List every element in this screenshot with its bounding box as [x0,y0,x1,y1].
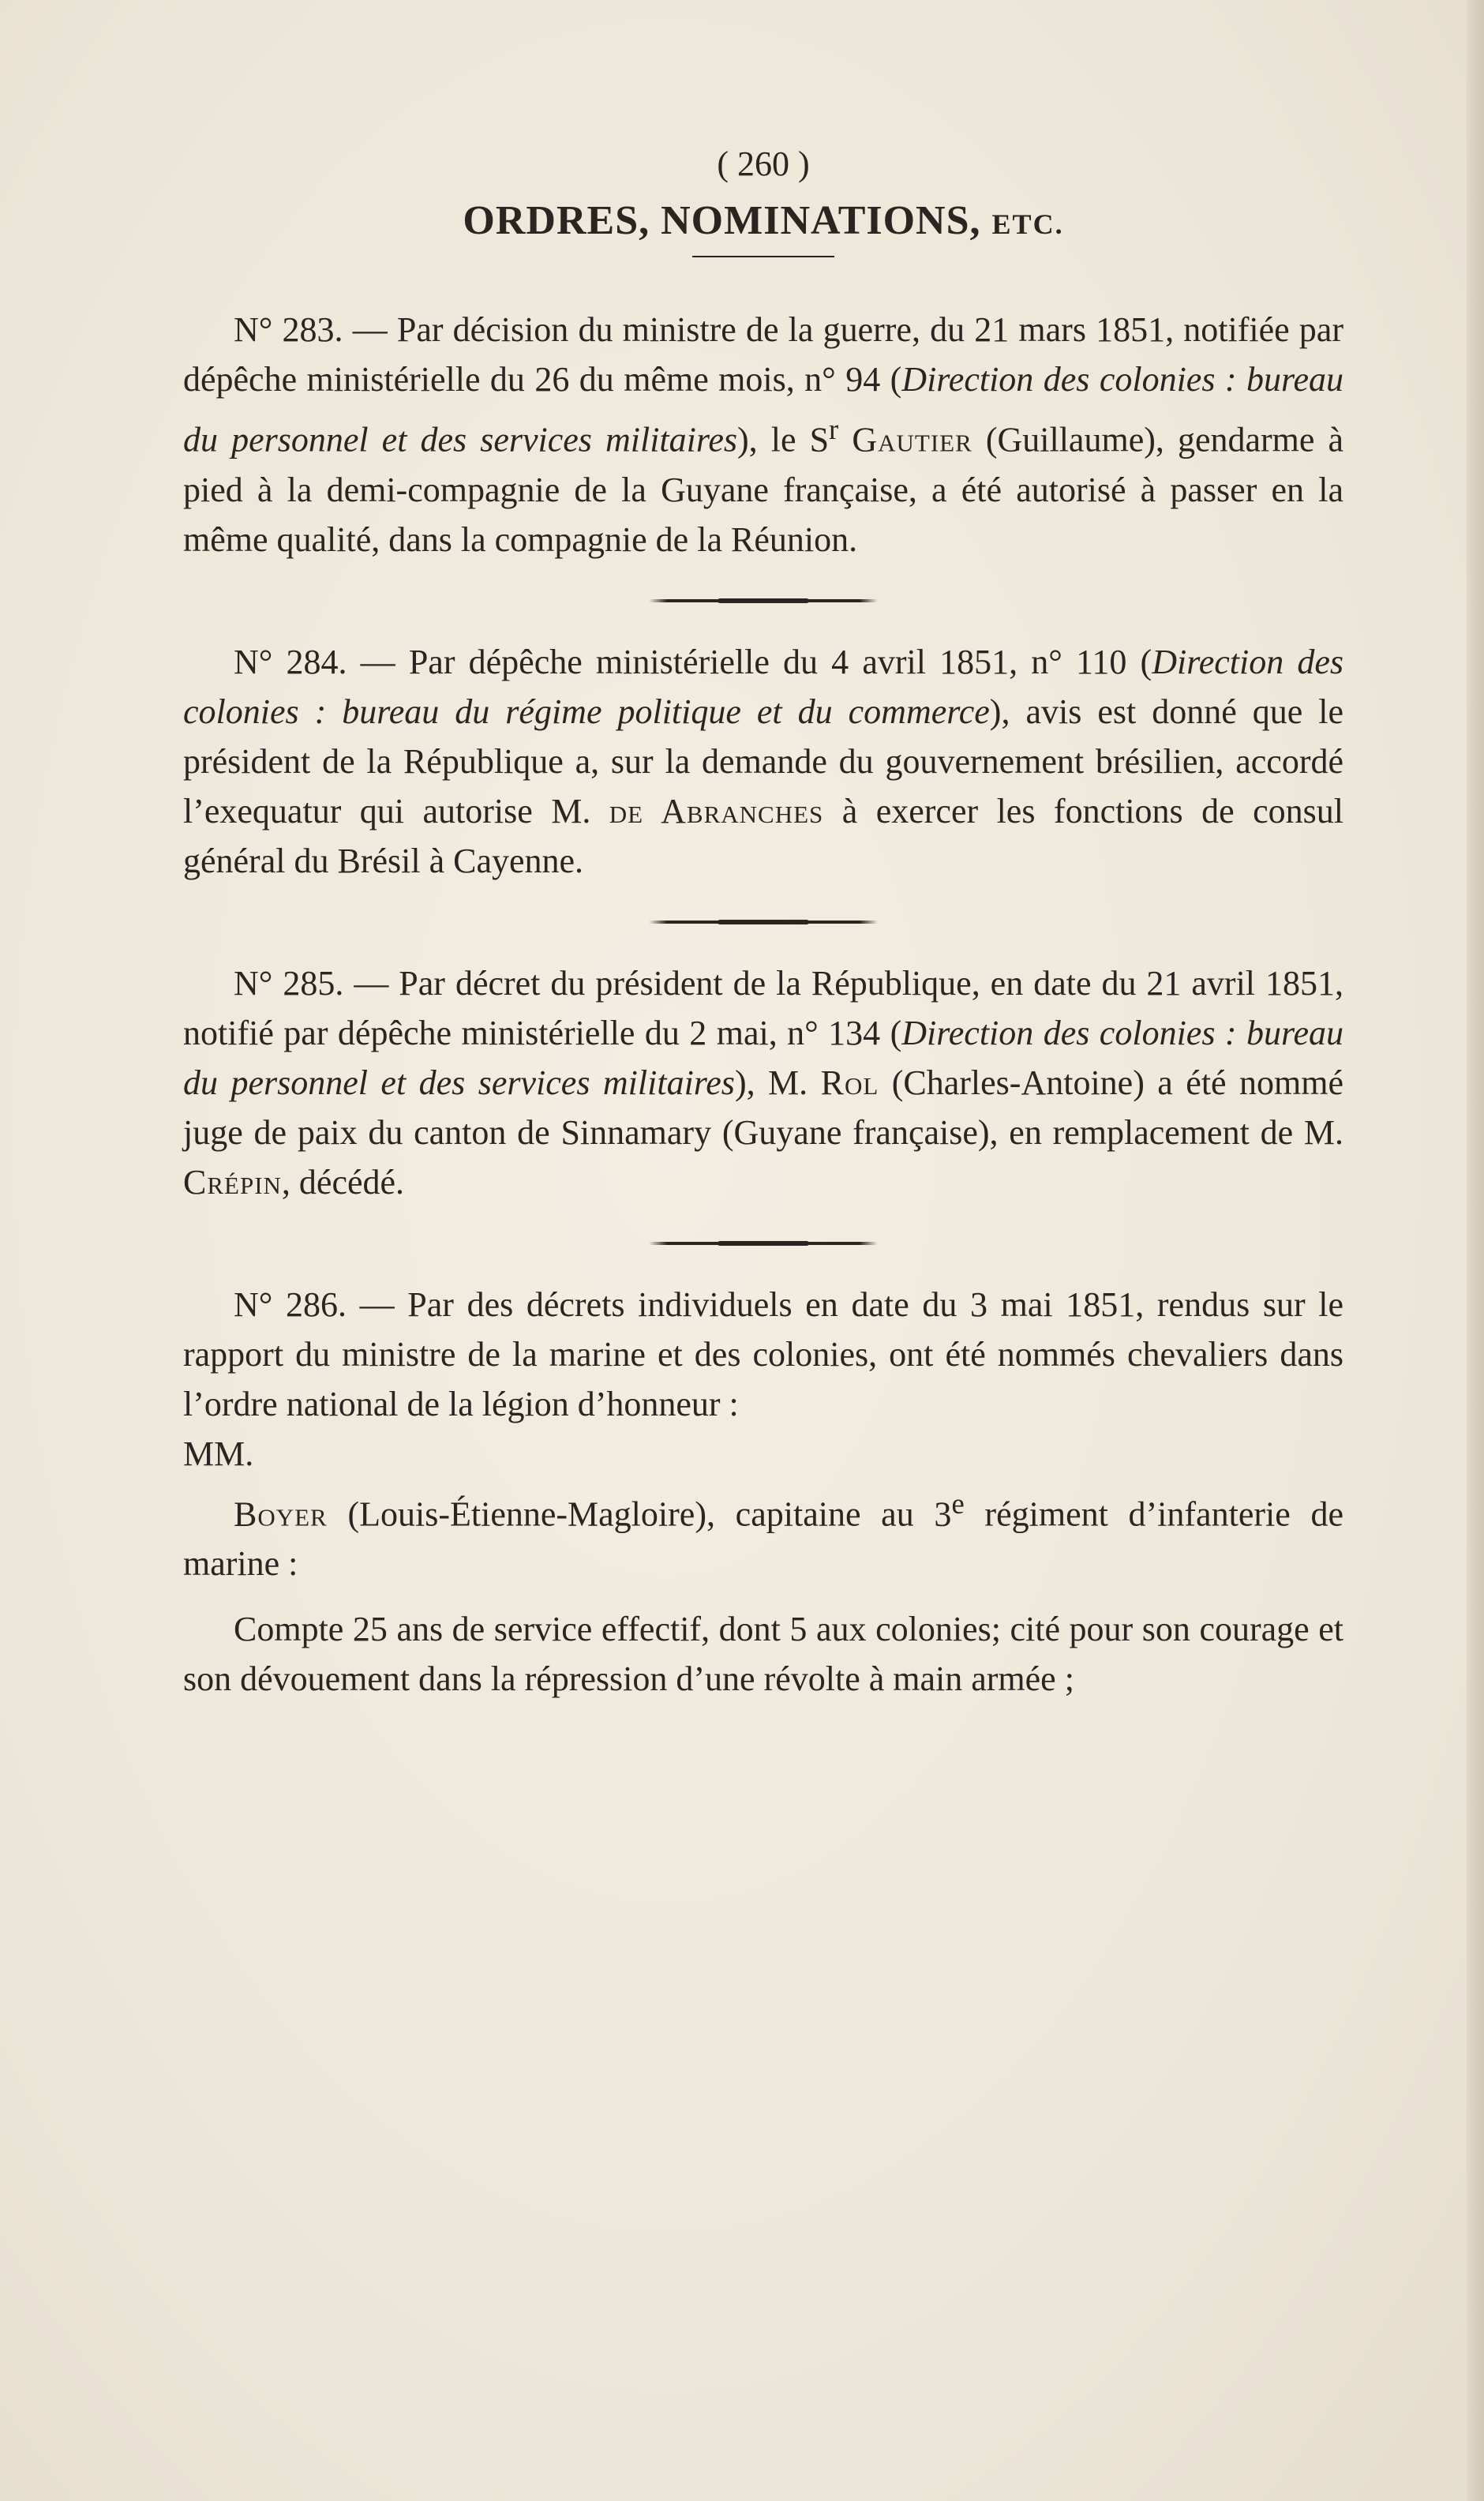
entry-citation: Compte 25 ans de service effectif, dont 5 aux colonies; cité pour son courage et son dévouement dans la répression d’une révolte à main armée ; [183,1610,1343,1699]
entry-number: N° 286. [234,1284,347,1324]
entry-text: — Par des décrets individuels en date du 3 mai 1851, rendus sur le rapport du ministre de la marine et des colonies, ont été nommés chevaliers dans l’ordre national de la légion d’honneur : [183,1284,1343,1423]
page-number: ( 260 ) [717,144,810,183]
entry-text: ), le S [737,420,830,459]
entry-285 [183,958,1343,1207]
entry-direction: Direction des colonies : bureau du personnel et des services militaires [183,1013,1343,1102]
entry-direction: Direction des colonies : bureau du régime politique et du commerce [183,642,1344,731]
entry-text: — Par décision du ministre de la guerre, du 21 mars 1851, notifiée par dépêche ministérielle du 26 du même mois, n° 94 ( [183,310,1343,399]
entry-direction: Direction des colonies : bureau du personnel et des services militaires [183,360,1343,459]
entry-text: — Par décret du président de la République, en date du 21 avril 1851, notifié par dépêche ministérielle du 2 mai, n° 134 ( [183,963,1344,1052]
entry-text: ), M. [734,1063,821,1102]
document-body [183,142,1343,1704]
entry-text: à exercer les fonctions de consul général du Brésil à Cayenne. [183,791,1343,880]
section-divider [649,599,878,602]
entry-text: (Guillaume), gendarme à pied à la demi-compagnie de la Guyane française, a été autorisé à passer en la même qualité, dans la compagnie de la Réunion. [183,420,1344,559]
entry-283 [183,305,1343,564]
entry-mm: MM. [183,1434,254,1473]
entry-284 [183,637,1343,886]
entry-superscript: r [829,413,839,445]
entry-person-name: Crépin [183,1162,282,1202]
entry-number: N° 285. [234,963,344,1003]
entry-person-name: Boyer [234,1494,328,1534]
entry-person-name: de Abranches [609,791,824,831]
entry-text: ), avis est donné que le président de la République a, sur la demande du gouvernement brésilien, accordé l’exequatur qui autorise M. [183,692,1343,831]
page-edge [1467,0,1484,2501]
section-divider [649,1242,878,1245]
entry-text: , décédé. [281,1162,405,1202]
entry-number: N° 284. [234,642,347,681]
entry-text: régiment d’infanterie de marine : [183,1494,1343,1584]
section-divider [649,921,878,924]
title-main: ORDRES, NOMINATIONS, [463,198,981,243]
entry-286 [183,1280,1343,1704]
page-title [183,196,1343,249]
entry-person-name: Rol [820,1063,879,1102]
entry-number: N° 283. [234,310,343,349]
entry-text: (Louis-Étienne-Magloire), capitaine au 3 [327,1494,952,1534]
title-rule [692,256,834,257]
spacer [183,1588,1343,1604]
entry-text: (Charles-Antoine) a été nommé juge de paix du canton de Sinnamary (Guyane française), en remplacement de M. [183,1063,1344,1152]
entry-person-name: Gautier [852,420,972,459]
title-etc: ETC. [991,208,1064,240]
entry-superscript: e [951,1487,965,1520]
entry-text: — Par dépêche ministérielle du 4 avril 1851, n° 110 ( [347,642,1152,681]
